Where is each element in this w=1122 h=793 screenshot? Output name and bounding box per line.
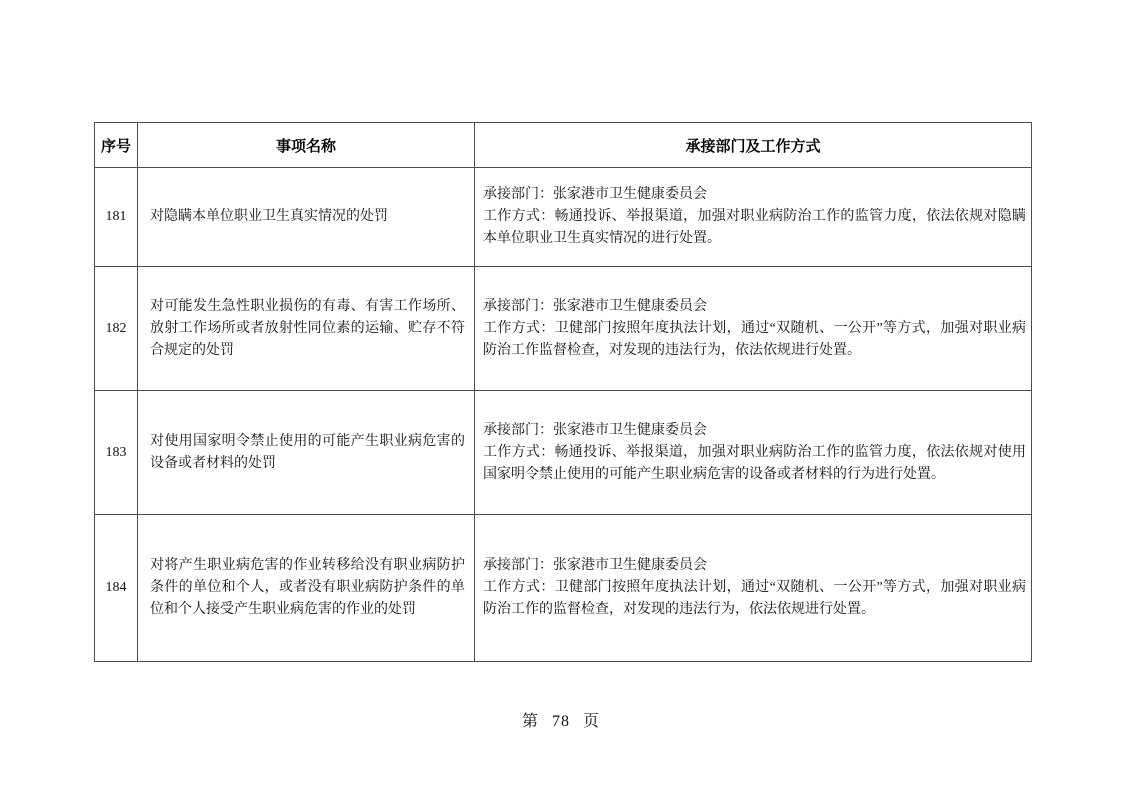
table-row: [95, 168, 1032, 267]
table-row: [95, 267, 1032, 391]
table-header-row: [95, 123, 1032, 168]
department-line: 承接部门：张家港市卫生健康委员会: [483, 298, 707, 314]
row-number: 183: [95, 391, 138, 515]
table-row: [95, 391, 1032, 515]
items-table: [94, 122, 1032, 662]
method-line: 工作方式：畅通投诉、举报渠道，加强对职业病防治工作的监管力度，依法依规对使用国家明令禁止使用的可能产生职业病危害的设备或者材料的行为进行处置。: [483, 444, 1026, 482]
table-row: [95, 515, 1032, 662]
item-detail: [475, 168, 1032, 267]
method-line: 工作方式：畅通投诉、举报渠道，加强对职业病防治工作的监管力度，依法依规对隐瞒本单位职业卫生真实情况的进行处置。: [483, 209, 1026, 246]
item-name: 对隐瞒本单位职业卫生真实情况的处罚: [138, 168, 475, 267]
item-detail: [475, 391, 1032, 515]
department-line: 承接部门：张家港市卫生健康委员会: [483, 187, 707, 202]
item-detail: [475, 515, 1032, 662]
col-header-item-name: 事项名称: [138, 123, 475, 168]
row-number: 182: [95, 267, 138, 391]
row-number: 181: [95, 168, 138, 267]
item-name: 对可能发生急性职业损伤的有毒、有害工作场所、放射工作场所或者放射性同位素的运输、贮存不符合规定的处罚: [138, 267, 475, 391]
col-header-department-method: 承接部门及工作方式: [475, 123, 1032, 168]
item-name: 对将产生职业病危害的作业转移给没有职业病防护条件的单位和个人，或者没有职业病防护条件的单位和个人接受产生职业病危害的作业的处罚: [138, 515, 475, 662]
item-name: 对使用国家明令禁止使用的可能产生职业病危害的设备或者材料的处罚: [138, 391, 475, 515]
department-line: 承接部门：张家港市卫生健康委员会: [483, 422, 707, 438]
department-line: 承接部门：张家港市卫生健康委员会: [483, 558, 707, 573]
page-number-footer: 第 78 页: [521, 713, 600, 730]
method-line: 工作方式：卫健部门按照年度执法计划，通过“双随机、一公开”等方式，加强对职业病防治工作监督检查，对发现的违法行为，依法依规进行处置。: [483, 320, 1026, 358]
col-header-no: 序号: [95, 123, 138, 168]
row-number: 184: [95, 515, 138, 662]
method-line: 工作方式：卫健部门按照年度执法计划，通过“双随机、一公开”等方式，加强对职业病防治工作的监督检查，对发现的违法行为，依法依规进行处置。: [483, 580, 1026, 617]
item-detail: [475, 267, 1032, 391]
